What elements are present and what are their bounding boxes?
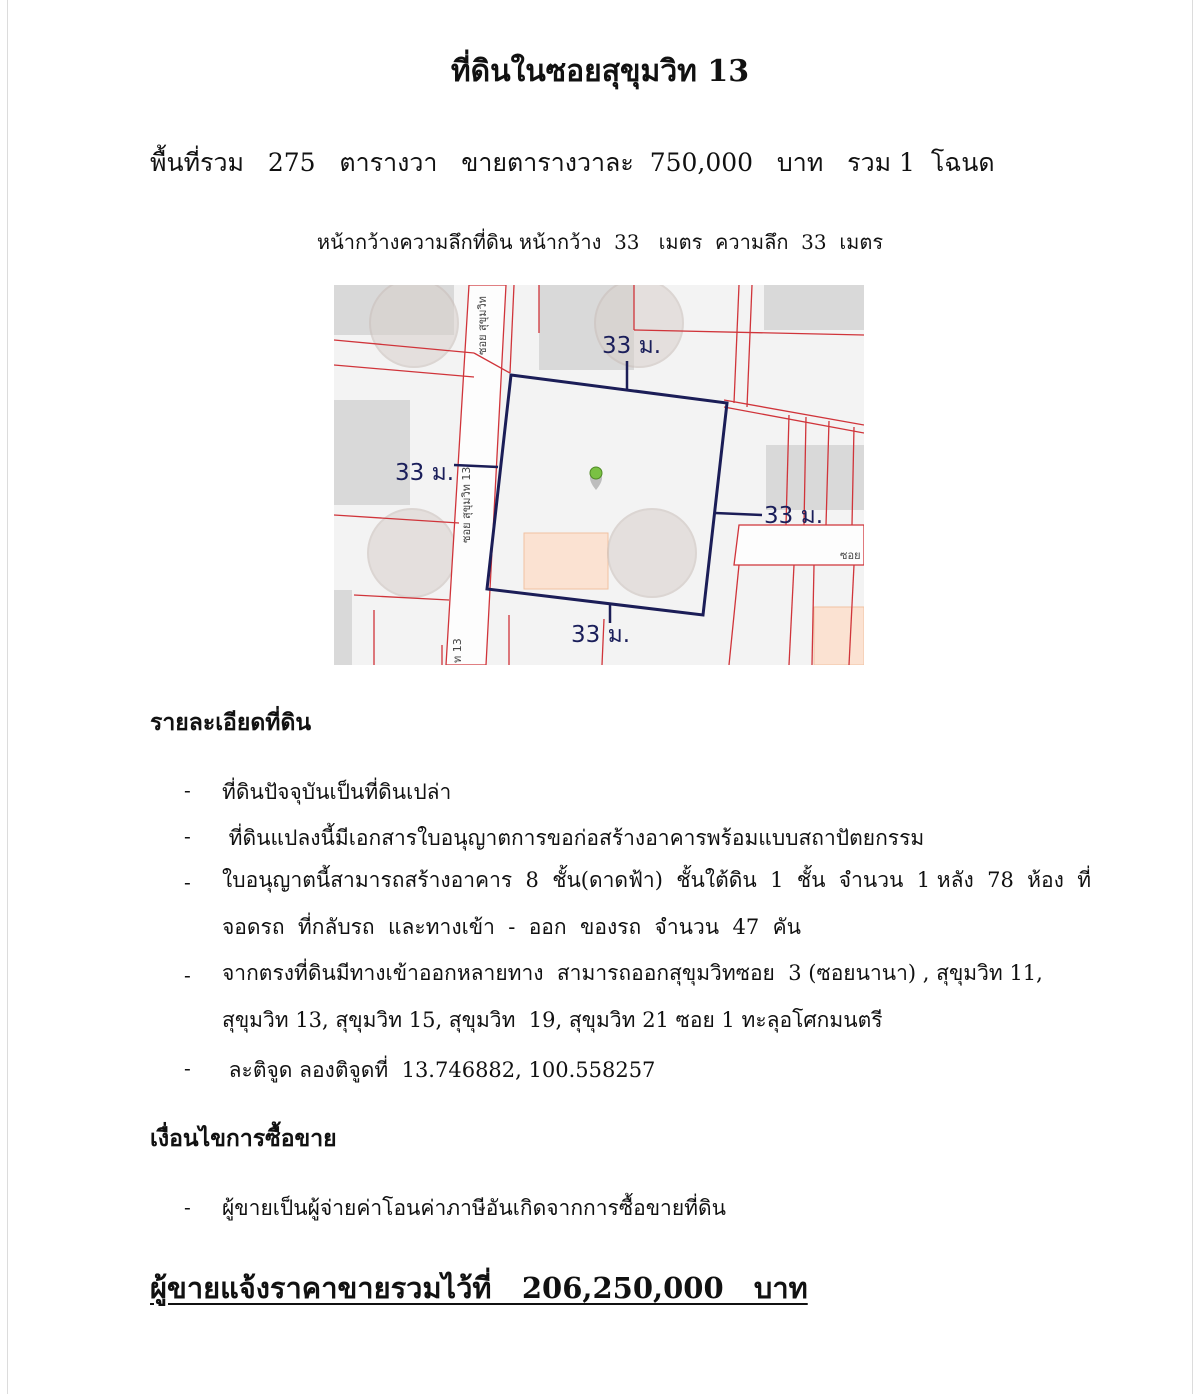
page-edge-left <box>7 0 8 1394</box>
land-details-heading: รายละเอียดที่ดิน <box>150 709 312 736</box>
bullet-dash: - <box>184 1056 191 1080</box>
road-label-bottom: ท 13 <box>451 638 464 663</box>
bullet-dash: - <box>184 778 191 802</box>
building-block <box>814 607 864 665</box>
bullet-dash: - <box>184 824 191 848</box>
bullet-dash: - <box>184 1195 191 1219</box>
dimension-label-right: 33 ม. <box>764 503 824 529</box>
seal-watermark <box>608 509 696 597</box>
seal-watermark <box>370 285 458 367</box>
dimension-label-top: 33 ม. <box>602 333 662 359</box>
list-item-text: ละติจูด ลองติจูดที่ 13.746882, 100.558257 <box>222 1058 656 1082</box>
total-price-statement: ผู้ขายแจ้งราคาขายรวมไว้ที่ 206,250,000 บาท <box>150 1271 808 1305</box>
list-item-text: ที่ดินแปลงนี้มีเอกสารใบอนุญาตการขอก่อสร้างอาคารพร้อมแบบสถาปัตยกรรม <box>222 826 925 850</box>
list-item-text: ใบอนุญาตนี้สามารถสร้างอาคาร 8 ชั้น(ดาดฟ้า) ชั้นใต้ดิน 1 ชั้น จำนวน 1 หลัง 78 ห้อง ที่ จอดรถ ที่กลับรถ และทางเข้า - ออก ของรถ จำนวน 47 คัน <box>222 868 1092 939</box>
road-label-left: ซอย สุขุมวิท 13 <box>460 466 473 543</box>
dimension-label-bottom: 33 ม. <box>571 622 631 648</box>
sale-conditions-heading: เงื่อนไขการซื้อขาย <box>150 1125 337 1152</box>
land-dimensions: หน้ากว้างความลึกที่ดิน หน้ากว้าง 33 เมตร ความลึก 33 เมตร <box>316 230 884 254</box>
land-plot-map <box>334 285 864 665</box>
area-price-summary: พื้นที่รวม 275 ตารางวา ขายตารางวาละ 750,000 บาท รวม 1 โฉนด <box>150 148 995 177</box>
building-block <box>334 590 352 665</box>
building-block <box>334 400 410 505</box>
building-block <box>524 533 608 589</box>
list-item-text: จากตรงที่ดินมีทางเข้าออกหลายทาง สามารถออกสุขุมวิทซอย 3 (ซอยนานา) , สุขุมวิท 11, สุขุมวิท 13, สุขุมวิท 15, สุขุมวิท 19, สุขุมวิท 21 ซอย 1 ทะลุอโศกมนตรี <box>222 961 1043 1032</box>
bullet-dash: - <box>184 870 191 894</box>
bullet-dash: - <box>184 963 191 987</box>
building-block <box>764 285 864 330</box>
document-title: ที่ดินในซอยสุขุมวิท 13 <box>450 54 750 89</box>
building-block <box>766 445 864 510</box>
road-label-right: ซอย <box>840 549 861 562</box>
list-item-text: ผู้ขายเป็นผู้จ่ายค่าโอนค่าภาษีอันเกิดจากการซื้อขายที่ดิน <box>222 1196 726 1220</box>
list-item-text: ที่ดินปัจจุบันเป็นที่ดินเปล่า <box>222 780 452 804</box>
page-edge-right <box>1192 0 1193 1394</box>
road-label-top: ซอย สุขุมวิท <box>476 296 489 355</box>
dimension-label-left: 33 ม. <box>395 460 455 486</box>
